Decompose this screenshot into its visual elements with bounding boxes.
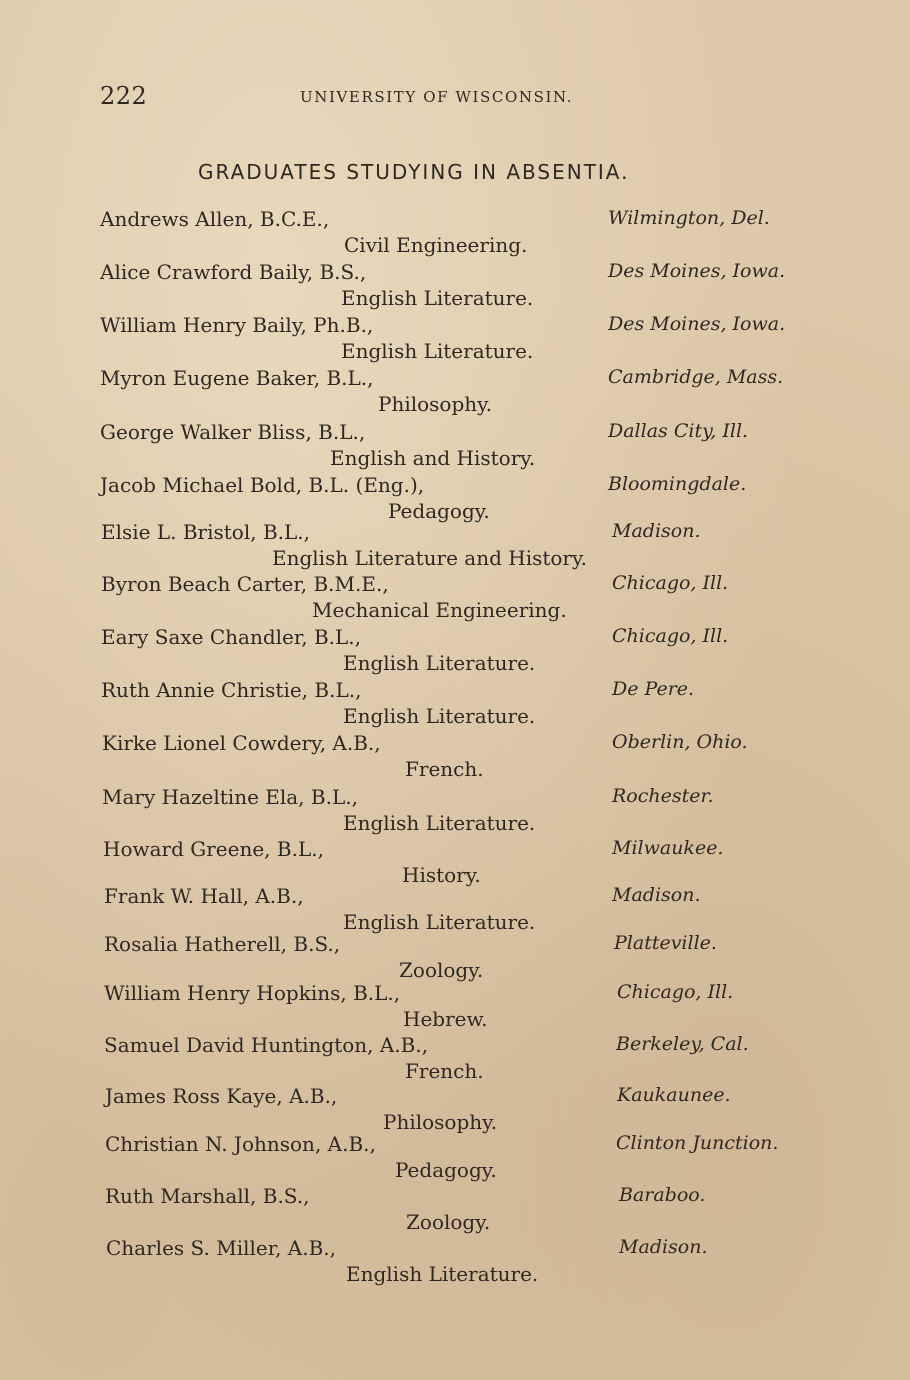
graduate-entry	[0, 625, 910, 677]
graduate-subject: English Literature.	[343, 811, 536, 835]
graduate-entry	[0, 1084, 910, 1136]
graduate-name: Charles S. Miller, A.B.,	[106, 1236, 337, 1260]
graduate-name: Elsie L. Bristol, B.L.,	[101, 520, 311, 544]
graduate-place: Milwaukee.	[612, 837, 724, 859]
graduate-subject: Philosophy.	[378, 392, 493, 416]
graduate-subject: Mechanical Engineering.	[312, 598, 567, 622]
graduate-entry	[0, 884, 910, 936]
graduate-subject: Hebrew.	[403, 1007, 488, 1031]
graduate-subject: French.	[405, 757, 484, 781]
graduate-place: Madison.	[612, 884, 701, 906]
graduate-place: Madison.	[612, 520, 701, 542]
graduate-entry	[0, 1132, 910, 1184]
graduate-name: James Ross Kaye, A.B.,	[105, 1084, 338, 1108]
graduate-name: Jacob Michael Bold, B.L. (Eng.),	[100, 473, 425, 497]
graduate-subject: English Literature.	[341, 339, 534, 363]
graduate-subject: Zoology.	[399, 958, 484, 982]
graduate-subject: Zoology.	[406, 1210, 491, 1234]
graduate-subject: English Literature.	[343, 651, 536, 675]
graduate-subject: English Literature.	[343, 910, 536, 934]
graduate-name: William Henry Baily, Ph.B.,	[100, 313, 374, 337]
graduate-place: Rochester.	[612, 785, 714, 807]
graduate-place: Chicago, Ill.	[612, 625, 729, 647]
running-head: UNIVERSITY OF WISCONSIN.	[300, 88, 574, 106]
graduate-name: Eary Saxe Chandler, B.L.,	[101, 625, 361, 649]
graduate-entry	[0, 1184, 910, 1236]
graduate-entry	[0, 678, 910, 730]
graduate-name: Byron Beach Carter, B.M.E.,	[101, 572, 389, 596]
graduate-subject: Pedagogy.	[388, 499, 490, 523]
graduate-entry	[0, 981, 910, 1033]
graduate-entry	[0, 932, 910, 984]
graduate-entry	[0, 420, 910, 472]
graduate-place: Berkeley, Cal.	[616, 1033, 749, 1055]
graduate-name: Kirke Lionel Cowdery, A.B.,	[102, 731, 381, 755]
graduate-name: Andrews Allen, B.C.E.,	[100, 207, 330, 231]
graduate-name: Samuel David Huntington, A.B.,	[104, 1033, 429, 1057]
graduate-place: Chicago, Ill.	[612, 572, 729, 594]
graduate-place: Baraboo.	[619, 1184, 706, 1206]
graduate-name: Ruth Marshall, B.S.,	[105, 1184, 310, 1208]
graduate-place: Des Moines, Iowa.	[608, 313, 786, 335]
graduate-entry	[0, 207, 910, 259]
graduate-entry	[0, 313, 910, 365]
graduate-entry	[0, 520, 910, 572]
graduate-name: Ruth Annie Christie, B.L.,	[101, 678, 362, 702]
graduate-name: Alice Crawford Baily, B.S.,	[100, 260, 367, 284]
graduate-subject: English Literature.	[346, 1262, 539, 1286]
graduate-place: Wilmington, Del.	[608, 207, 770, 229]
graduate-entry	[0, 572, 910, 624]
graduate-name: William Henry Hopkins, B.L.,	[104, 981, 401, 1005]
graduate-subject: Pedagogy.	[395, 1158, 497, 1182]
graduate-name: Rosalia Hatherell, B.S.,	[104, 932, 341, 956]
graduate-subject: English Literature and History.	[272, 546, 587, 570]
graduate-place: De Pere.	[612, 678, 695, 700]
graduate-name: George Walker Bliss, B.L.,	[100, 420, 366, 444]
graduate-place: Chicago, Ill.	[617, 981, 734, 1003]
graduate-entry	[0, 731, 910, 783]
graduate-entry	[0, 1236, 910, 1288]
graduate-subject: Philosophy.	[383, 1110, 498, 1134]
graduate-name: Howard Greene, B.L.,	[103, 837, 324, 861]
graduate-place: Platteville.	[614, 932, 717, 954]
graduate-subject: English and History.	[330, 446, 536, 470]
graduate-name: Frank W. Hall, A.B.,	[104, 884, 304, 908]
graduate-subject: English Literature.	[341, 286, 534, 310]
graduate-subject: Civil Engineering.	[344, 233, 528, 257]
page-number: 222	[100, 82, 148, 110]
graduate-place: Des Moines, Iowa.	[608, 260, 786, 282]
graduate-place: Cambridge, Mass.	[608, 366, 784, 388]
graduate-place: Madison.	[619, 1236, 708, 1258]
graduate-place: Kaukaunee.	[617, 1084, 731, 1106]
graduate-entry	[0, 1033, 910, 1085]
graduate-name: Christian N. Johnson, A.B.,	[105, 1132, 376, 1156]
graduate-subject: History.	[402, 863, 481, 887]
graduate-place: Oberlin, Ohio.	[612, 731, 748, 753]
graduate-subject: French.	[405, 1059, 484, 1083]
graduate-entry	[0, 473, 910, 525]
graduate-place: Clinton Junction.	[616, 1132, 779, 1154]
graduate-place: Dallas City, Ill.	[608, 420, 749, 442]
graduate-entry	[0, 366, 910, 418]
graduate-entry	[0, 260, 910, 312]
section-title: GRADUATES STUDYING IN ABSENTIA.	[198, 160, 630, 184]
graduate-place: Bloomingdale.	[608, 473, 747, 495]
graduate-name: Myron Eugene Baker, B.L.,	[100, 366, 374, 390]
graduate-entry	[0, 785, 910, 837]
graduate-entry	[0, 837, 910, 889]
graduate-subject: English Literature.	[343, 704, 536, 728]
graduate-name: Mary Hazeltine Ela, B.L.,	[102, 785, 358, 809]
